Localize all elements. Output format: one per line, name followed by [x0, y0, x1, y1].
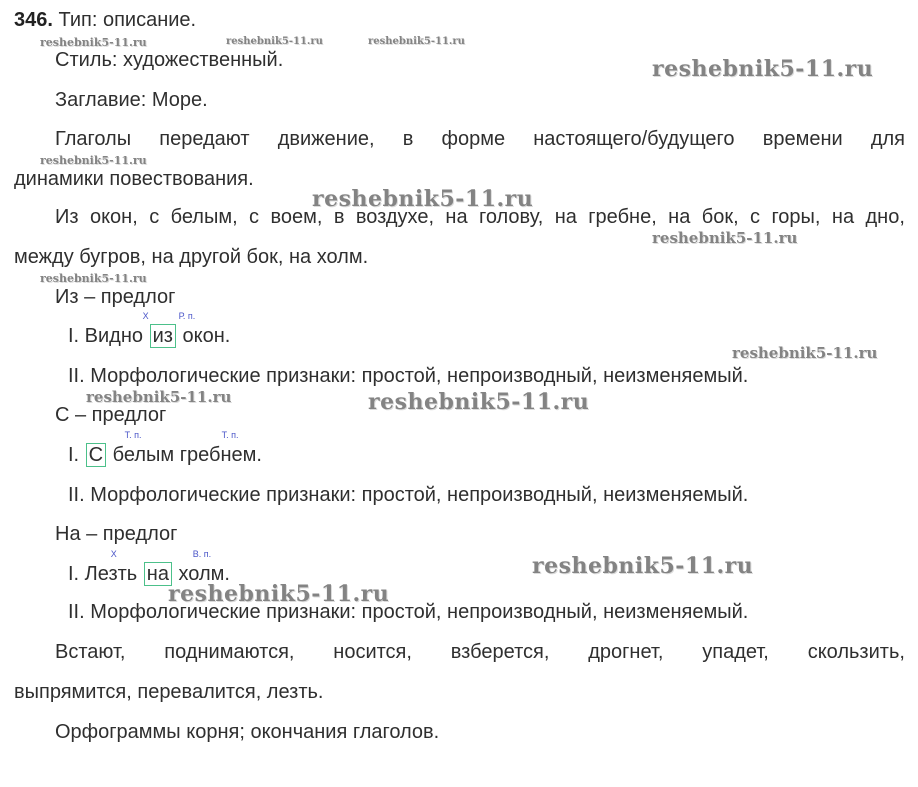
word: передают [159, 128, 250, 150]
word: дрогнет, [588, 641, 664, 663]
word: на [445, 206, 468, 228]
word: Из [55, 206, 79, 228]
watermark: reshebnik5-11.ru [40, 272, 147, 285]
case-mark: Т. п. [124, 430, 142, 440]
preps-paragraph-line2: между бугров, на другой бок, на холм. [14, 246, 369, 268]
word: поднимаются, [164, 641, 295, 663]
watermark: reshebnik5-11.ru [226, 36, 323, 47]
iz-morph: II. Морфологические признаки: простой, непроизводный, неизменяемый. [68, 365, 749, 387]
example-text: окон. [176, 325, 231, 347]
word: воем, [270, 206, 323, 228]
example-text: холм. [172, 563, 230, 585]
watermark: reshebnik5-11.ru [168, 581, 390, 607]
word: воздухе, [355, 206, 434, 228]
case-mark: Т. п. [221, 430, 239, 440]
word: движение, [277, 128, 375, 150]
task-header [14, 8, 196, 32]
word: для [870, 128, 905, 150]
word: настоящего/будущего [533, 128, 735, 150]
s-morph: II. Морфологические признаки: простой, непроизводный, неизменяемый. [68, 484, 749, 506]
word: горы, [771, 206, 821, 228]
word: взберется, [450, 641, 550, 663]
example-text: белым гребнем. [107, 444, 262, 466]
word: гребне, [588, 206, 657, 228]
watermark: reshebnik5-11.ru [368, 36, 465, 47]
watermark: reshebnik5-11.ru [652, 229, 798, 247]
word: на [831, 206, 855, 228]
word: в [333, 206, 345, 228]
title-line: Заглавие: Море. [55, 89, 208, 111]
watermark: reshebnik5-11.ru [86, 388, 232, 406]
word: голову, [478, 206, 544, 228]
example-text: I. Лезть [68, 563, 143, 585]
watermark: reshebnik5-11.ru [312, 186, 534, 212]
word: Глаголы [55, 128, 132, 150]
word: окон, [89, 206, 138, 228]
word: Встают, [55, 641, 126, 663]
word: упадет, [702, 641, 769, 663]
word: с [249, 206, 260, 228]
verbs-paragraph-line1 [55, 127, 905, 151]
word: времени [762, 128, 843, 150]
verbs-paragraph-line2: динамики повествования. [14, 168, 254, 190]
word: форме [441, 128, 506, 150]
watermark: reshebnik5-11.ru [40, 36, 147, 49]
iz-example [68, 311, 231, 348]
verbs-list-line2: выпрямится, перевалится, лезть. [14, 681, 324, 703]
style-line: Стиль: художественный. [55, 49, 284, 71]
preposition-box [142, 311, 196, 348]
word: бок, [701, 206, 739, 228]
example-text: I. [68, 444, 85, 466]
task-number: 346. [14, 9, 53, 31]
watermark: reshebnik5-11.ru [532, 553, 754, 579]
s-example [68, 430, 262, 467]
na-morph: II. Морфологические признаки: простой, непроизводный, неизменяемый. [68, 601, 749, 623]
orthograms-line: Орфограммы корня; окончания глаголов. [55, 721, 440, 743]
word: в [402, 128, 414, 150]
word: с [750, 206, 761, 228]
watermark: reshebnik5-11.ru [732, 344, 878, 362]
watermark: reshebnik5-11.ru [368, 389, 590, 415]
na-heading: На – предлог [55, 523, 178, 545]
s-heading: С – предлог [55, 404, 167, 426]
preposition-word: на [146, 563, 169, 585]
word: скользить, [807, 641, 905, 663]
watermark: reshebnik5-11.ru [652, 56, 874, 82]
word: белым, [170, 206, 238, 228]
case-mark: X [142, 311, 149, 321]
case-mark: Р. п. [178, 311, 196, 321]
iz-heading: Из – предлог [55, 286, 176, 308]
word: на [554, 206, 577, 228]
example-text: I. Видно [68, 325, 149, 347]
word: на [668, 206, 691, 228]
type-line: Тип: описание. [58, 9, 197, 31]
verbs-list-line1 [55, 640, 905, 664]
word: с [149, 206, 160, 228]
preposition-word: С [88, 444, 104, 466]
preposition-word: из [152, 325, 173, 347]
word: дно, [865, 206, 905, 228]
case-mark: X [110, 549, 117, 559]
case-mark: В. п. [192, 549, 212, 559]
watermark: reshebnik5-11.ru [40, 154, 147, 167]
word: носится, [333, 641, 412, 663]
